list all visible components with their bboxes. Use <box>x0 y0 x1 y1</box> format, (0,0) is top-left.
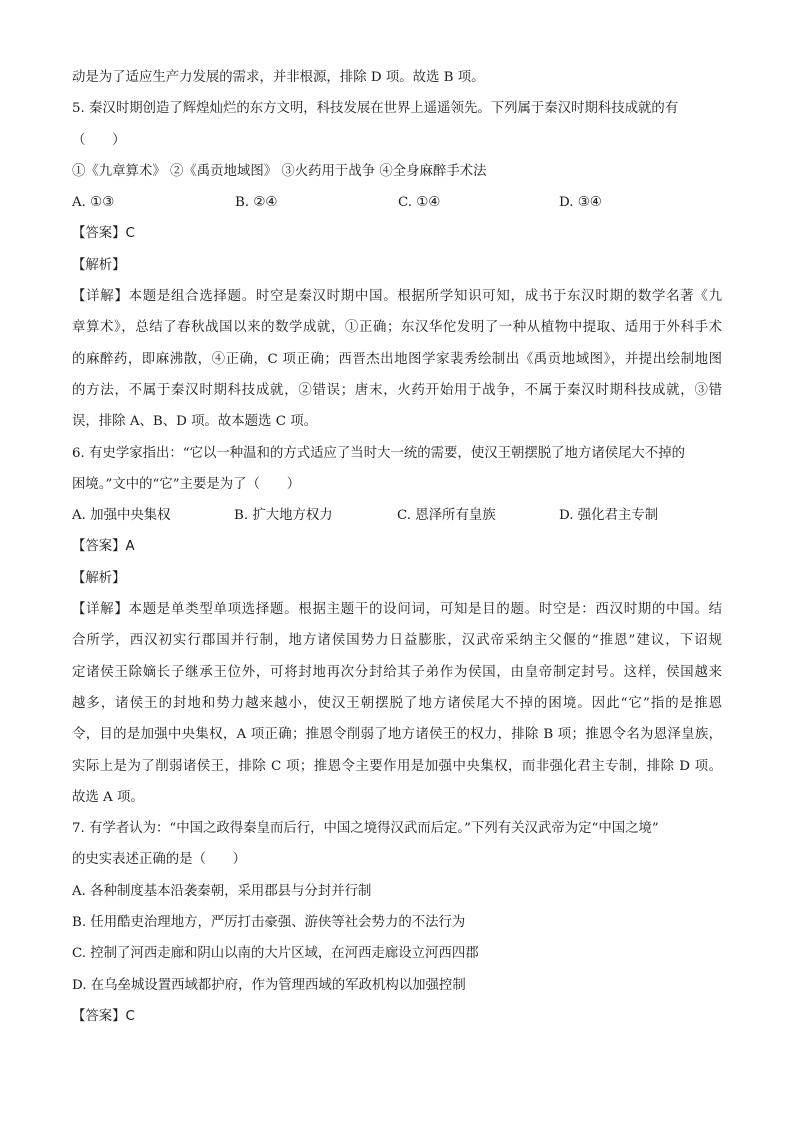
question-5-analysis-label: 【解析】 <box>72 257 126 273</box>
question-7-answer: 【答案】C <box>72 1008 135 1024</box>
question-6 <box>72 438 722 814</box>
option-c: C. ①④ <box>398 195 441 211</box>
question-5 <box>72 93 722 437</box>
option-a: A. ①③ <box>72 195 115 211</box>
previous-explanation-tail: 动是为了适应生产力发展的需求，并非根源，排除 D 项。故选 B 项。 <box>72 70 485 85</box>
detail-line: 的麻醉药，即麻沸散，④正确，C 项正确；西晋杰出地图学家裴秀绘制出《禹贡地域图》，并提出绘制地图 <box>72 351 722 367</box>
option-d: D. 在乌垒城设置西域都护府，作为管理西域的军政机构以加强控制 <box>72 977 466 993</box>
question-7-stem: 7. 有学者认为：“中国之政得秦皇而后行，中国之境得汉武而后定。”下列有关汉武帝为定“中国之境” <box>72 821 659 837</box>
question-6-answer: 【答案】A <box>72 539 135 555</box>
option-a: A. 各种制度基本沿袭秦朝，采用郡县与分封并行制 <box>72 883 372 899</box>
detail-line: 越多，诸侯王的封地和势力越来越小，使汉王朝摆脱了地方诸侯尾大不掉的困境。因此“它”指的是推恩 <box>72 695 722 711</box>
option-d: D. ③④ <box>559 195 602 211</box>
question-5-items: ①《九章算术》 ②《禹贡地域图》 ③火药用于战争 ④全身麻醉手术法 <box>72 163 487 179</box>
option-b: B. 任用酷吏治理地方，严厉打击豪强、游侠等社会势力的不法行为 <box>72 915 466 931</box>
detail-line: 误，排除 A、B、D 项。故本题选 C 项。 <box>72 414 317 430</box>
option-b: B. 扩大地方权力 <box>234 508 333 524</box>
question-6-detail <box>72 594 722 813</box>
question-5-answer: 【答案】C <box>72 226 135 242</box>
question-6-analysis-label: 【解析】 <box>72 570 126 586</box>
question-6-stem: 6. 有史学家指出：“它以一种温和的方式适应了当时大一统的需要，使汉王朝摆脱了地方诸侯尾大不掉的 <box>72 445 686 461</box>
question-7-stem-cont: 的史实表述正确的是（ ） <box>72 852 247 868</box>
question-7 <box>72 813 722 1032</box>
question-5-blank: （ ） <box>72 132 126 148</box>
detail-line: 章算术》，总结了春秋战国以来的数学成就，①正确；东汉华佗发明了一种从植物中提取、适用于外科手术 <box>72 320 722 336</box>
question-5-detail <box>72 281 722 437</box>
detail-line: 定诸侯王除嫡长子继承王位外，可将封地再次分封给其子弟作为侯国，由皇帝制定封号。这样，侯国越来 <box>72 664 722 680</box>
detail-line: 的方法，不属于秦汉时期科技成就，②错误；唐末，火药开始用于战争，不属于秦汉时期科技成就，③错 <box>72 382 722 398</box>
detail-line: 令，目的是加强中央集权，A 项正确；推恩令削弱了地方诸侯王的权力，排除 B 项；推恩令名为恩泽皇族， <box>72 727 722 743</box>
option-d: D. 强化君主专制 <box>559 508 659 524</box>
option-c: C. 控制了河西走廊和阴山以南的大片区域，在河西走廊设立河西四郡 <box>72 946 479 962</box>
detail-line: 【详解】本题是组合选择题。时空是秦汉时期中国。根据所学知识可知，成书于东汉时期的数学名著《九 <box>72 289 722 305</box>
detail-line: 实际上是为了削弱诸侯王，排除 C 项；推恩令主要作用是加强中央集权，而非强化君主专制，排除 D 项。 <box>72 758 722 774</box>
detail-line: 【详解】本题是单类型单项选择题。根据主题干的设问词，可知是目的题。时空是：西汉时期的中国。结 <box>72 602 722 618</box>
question-6-options <box>72 500 722 531</box>
option-b: B. ②④ <box>235 195 278 211</box>
detail-line: 故选 A 项。 <box>72 789 144 805</box>
option-c: C. 恩泽所有皇族 <box>397 508 496 524</box>
question-5-options <box>72 187 722 218</box>
question-5-stem: 5. 秦汉时期创造了辉煌灿烂的东方文明，科技发展在世界上遥遥领先。下列属于秦汉时期科技成就的有 <box>72 101 679 117</box>
detail-line: 合所学，西汉初实行郡国并行制，地方诸侯国势力日益膨胀，汉武帝采纳主父偃的“推恩”建议，下诏规 <box>72 633 722 649</box>
document-page <box>72 62 722 1032</box>
option-a: A. 加强中央集权 <box>72 508 171 524</box>
question-6-stem-cont: 困境。”文中的“它”主要是为了（ ） <box>72 476 301 492</box>
